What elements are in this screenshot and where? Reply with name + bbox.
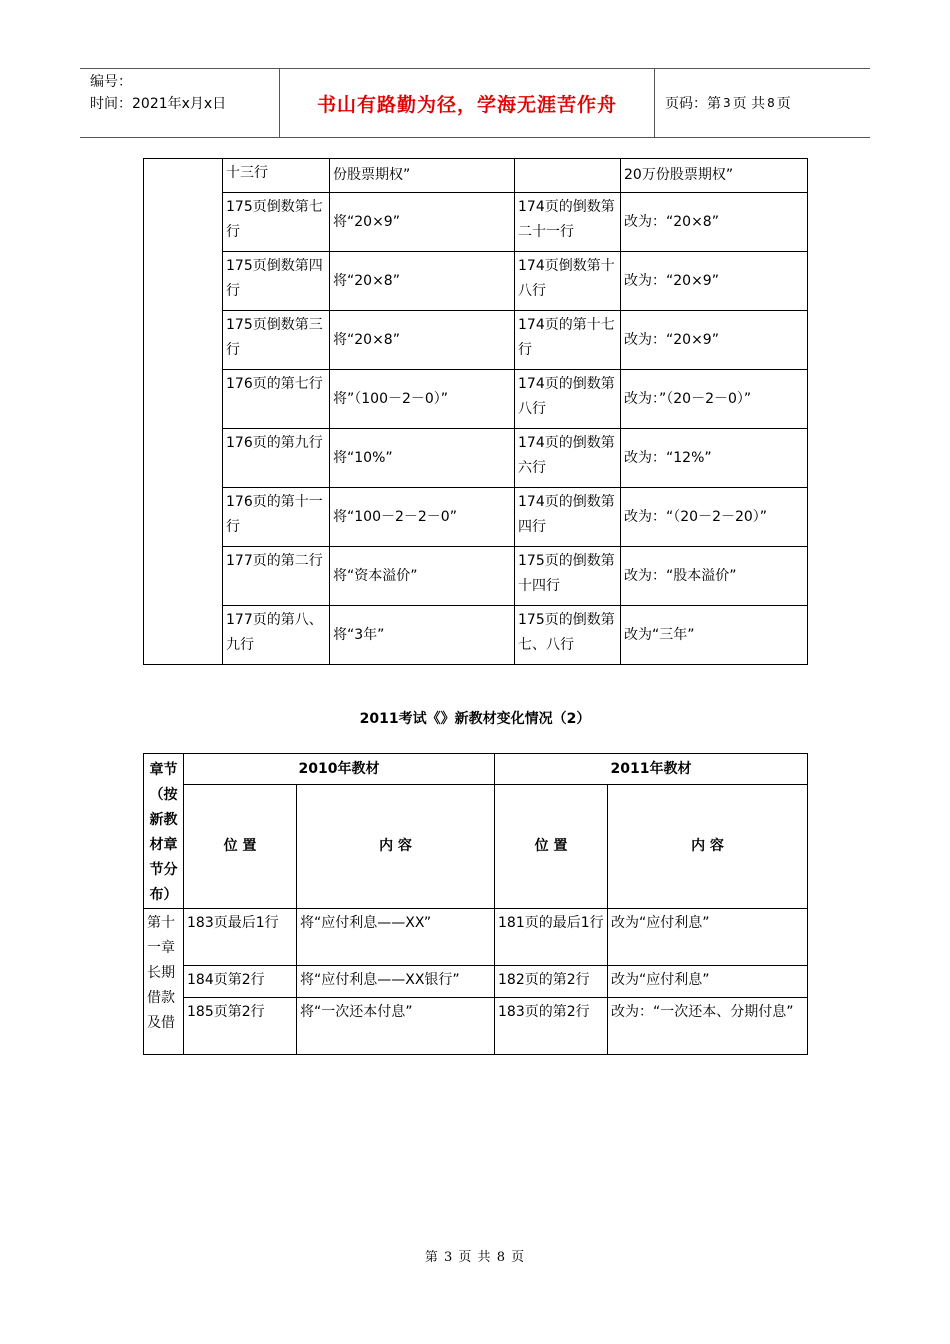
- page-total: 8: [767, 96, 775, 110]
- table-row: [144, 252, 808, 311]
- page-middle: 页 共: [732, 96, 766, 112]
- table-cell: 改为“应付利息”: [608, 966, 808, 998]
- table-cell: 183页最后1行: [184, 909, 297, 966]
- table-row: [144, 606, 808, 665]
- serial-label: 编号：: [90, 74, 132, 90]
- table-cell: 175页倒数第四行: [223, 252, 330, 311]
- table-cell: 181页的最后1行: [495, 909, 608, 966]
- header-meta: [80, 69, 280, 137]
- table-cell: 将“100－2－2－0”: [330, 488, 515, 547]
- table-cell: 174页的倒数第二十一行: [515, 193, 621, 252]
- table-cell: 改为“三年”: [621, 606, 808, 665]
- table-cell: 改为：“股本溢价”: [621, 547, 808, 606]
- table-cell: 将“资本溢价”: [330, 547, 515, 606]
- year-2011-header: 2011年教材: [495, 754, 808, 785]
- position-header: 位 置: [184, 785, 297, 909]
- page-suffix: 页: [776, 96, 791, 112]
- table-row: [144, 966, 808, 998]
- table-cell: 174页的倒数第八行: [515, 370, 621, 429]
- year-2010-header: 2010年教材: [184, 754, 495, 785]
- time-label: 时间：2021年x月x日: [90, 96, 227, 112]
- position-header: 位 置: [495, 785, 608, 909]
- table-cell: 将“一次还本付息”: [297, 998, 495, 1055]
- table-cell: 176页的第七行: [223, 370, 330, 429]
- table-cell: 将“20×9”: [330, 193, 515, 252]
- table-cell: 改为：“（20－2－20）”: [621, 488, 808, 547]
- section-title: 2011考试《》新教材变化情况（2）: [359, 711, 591, 727]
- table-row: [144, 909, 808, 966]
- table-cell: 改为：“20×9”: [621, 252, 808, 311]
- page-footer: 第 3 页 共 8 页: [424, 1250, 526, 1265]
- table-cell: 175页的倒数第十四行: [515, 547, 621, 606]
- table-row: [144, 370, 808, 429]
- table-row: [144, 429, 808, 488]
- chapter-cell: 第十一章长期借款及借: [144, 909, 184, 1055]
- table-cell: 改为：“12%”: [621, 429, 808, 488]
- table-row: [144, 193, 808, 252]
- table-cell: 177页的第二行: [223, 547, 330, 606]
- table-cell: 改为：“20×8”: [621, 193, 808, 252]
- table-cell: 改为：”（20－2－0）”: [621, 370, 808, 429]
- table-cell: 175页倒数第七行: [223, 193, 330, 252]
- page-header: [80, 68, 870, 138]
- table-cell: 改为“应付利息”: [608, 909, 808, 966]
- changes-table-1: [143, 158, 808, 665]
- table-cell: 176页的第十一行: [223, 488, 330, 547]
- page-current: 3: [723, 96, 731, 110]
- table-cell: 175页的倒数第七、八行: [515, 606, 621, 665]
- table-cell: 176页的第九行: [223, 429, 330, 488]
- table-cell: 将”（100－2－0）”: [330, 370, 515, 429]
- header-motto: 书山有路勤为径，学海无涯苦作舟: [280, 69, 655, 137]
- table-cell: 174页倒数第十八行: [515, 252, 621, 311]
- page-prefix: 页码：第: [665, 96, 721, 112]
- table-cell: 将“20×8”: [330, 252, 515, 311]
- content-header: 内 容: [297, 785, 495, 909]
- table-header-row: [144, 754, 808, 785]
- table-cell: [515, 159, 621, 193]
- table-cell: 174页的第十七行: [515, 311, 621, 370]
- table-cell: 改为：“一次还本、分期付息”: [608, 998, 808, 1055]
- header-page-number: [655, 69, 870, 137]
- table-cell: 将“应付利息——XX”: [297, 909, 495, 966]
- table-header-row: [144, 785, 808, 909]
- table-cell: 20万份股票期权”: [621, 159, 808, 193]
- table-cell: 185页第2行: [184, 998, 297, 1055]
- table-cell: 十三行: [223, 159, 330, 193]
- table-cell: 174页的倒数第六行: [515, 429, 621, 488]
- table-cell: 175页倒数第三行: [223, 311, 330, 370]
- table-cell: 将“20×8”: [330, 311, 515, 370]
- chapter-header: 章节（按新教材章节分布）: [144, 754, 184, 909]
- content-header: 内 容: [608, 785, 808, 909]
- table-cell: 184页第2行: [184, 966, 297, 998]
- table-row: [144, 547, 808, 606]
- table-cell: 182页的第2行: [495, 966, 608, 998]
- table-row: [144, 488, 808, 547]
- chapter-cell-empty: [144, 159, 223, 665]
- table-cell: 将“3年”: [330, 606, 515, 665]
- table-cell: 将“应付利息——XX银行”: [297, 966, 495, 998]
- table-cell: 改为：“20×9”: [621, 311, 808, 370]
- table-row: [144, 311, 808, 370]
- table-cell: 174页的倒数第四行: [515, 488, 621, 547]
- table-cell: 177页的第八、九行: [223, 606, 330, 665]
- table-row: [144, 998, 808, 1055]
- table-row: [144, 159, 808, 193]
- table-cell: 183页的第2行: [495, 998, 608, 1055]
- table-cell: 份股票期权”: [330, 159, 515, 193]
- changes-table-2: [143, 753, 808, 1055]
- table-cell: 将“10%”: [330, 429, 515, 488]
